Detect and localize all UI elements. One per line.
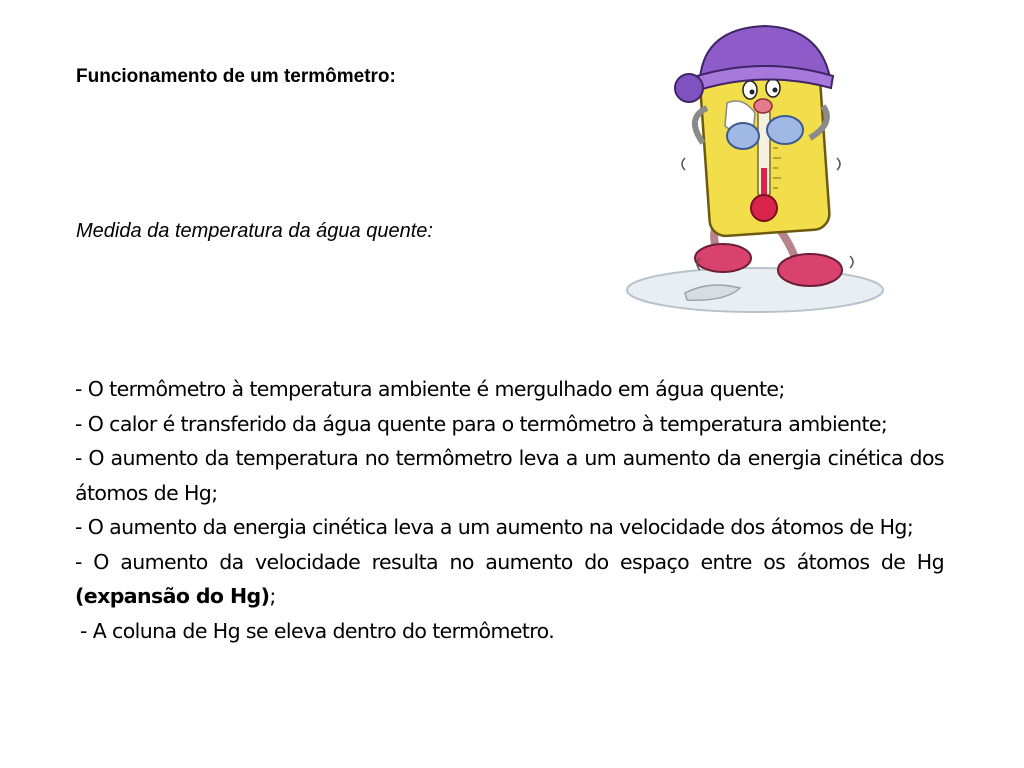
slide-title: Funcionamento de um termômetro: [76, 66, 396, 87]
left-boot [695, 244, 751, 272]
hat-pompom [675, 74, 703, 102]
cold-thermometer-character-icon [625, 18, 890, 318]
puddle-shape [627, 268, 883, 312]
nose [754, 99, 772, 113]
bullet-5 [75, 545, 944, 614]
bullet-4: - O aumento da energia cinética leva a um aumento na velocidade dos átomos de Hg; [75, 515, 914, 539]
right-eye [766, 79, 780, 97]
bullet-3: - O aumento da temperatura no termômetro leva a um aumento da energia cinética dos átomos de Hg; [75, 446, 944, 505]
right-boot [778, 254, 842, 286]
thermometer-bulb [751, 195, 777, 221]
bullet-5-emphasis: (expansão do Hg) [75, 584, 270, 608]
bullet-2: - O calor é transferido da água quente para o termômetro à temperatura ambiente; [75, 411, 888, 436]
explanation-text [75, 372, 944, 648]
bullet-6: - A coluna de Hg se eleva dentro do termômetro. [80, 618, 555, 643]
bullet-1: - O termômetro à temperatura ambiente é mergulhado em água quente; [75, 377, 785, 401]
right-glove [767, 116, 803, 144]
left-eye [743, 81, 757, 99]
slide-subtitle: Medida da temperatura da água quente: [76, 220, 433, 242]
left-glove [727, 123, 759, 149]
bullet-5-text: - O aumento da velocidade resulta no aumento do espaço entre os átomos de Hg [75, 549, 944, 574]
bullet-5-end: ; [269, 584, 276, 608]
